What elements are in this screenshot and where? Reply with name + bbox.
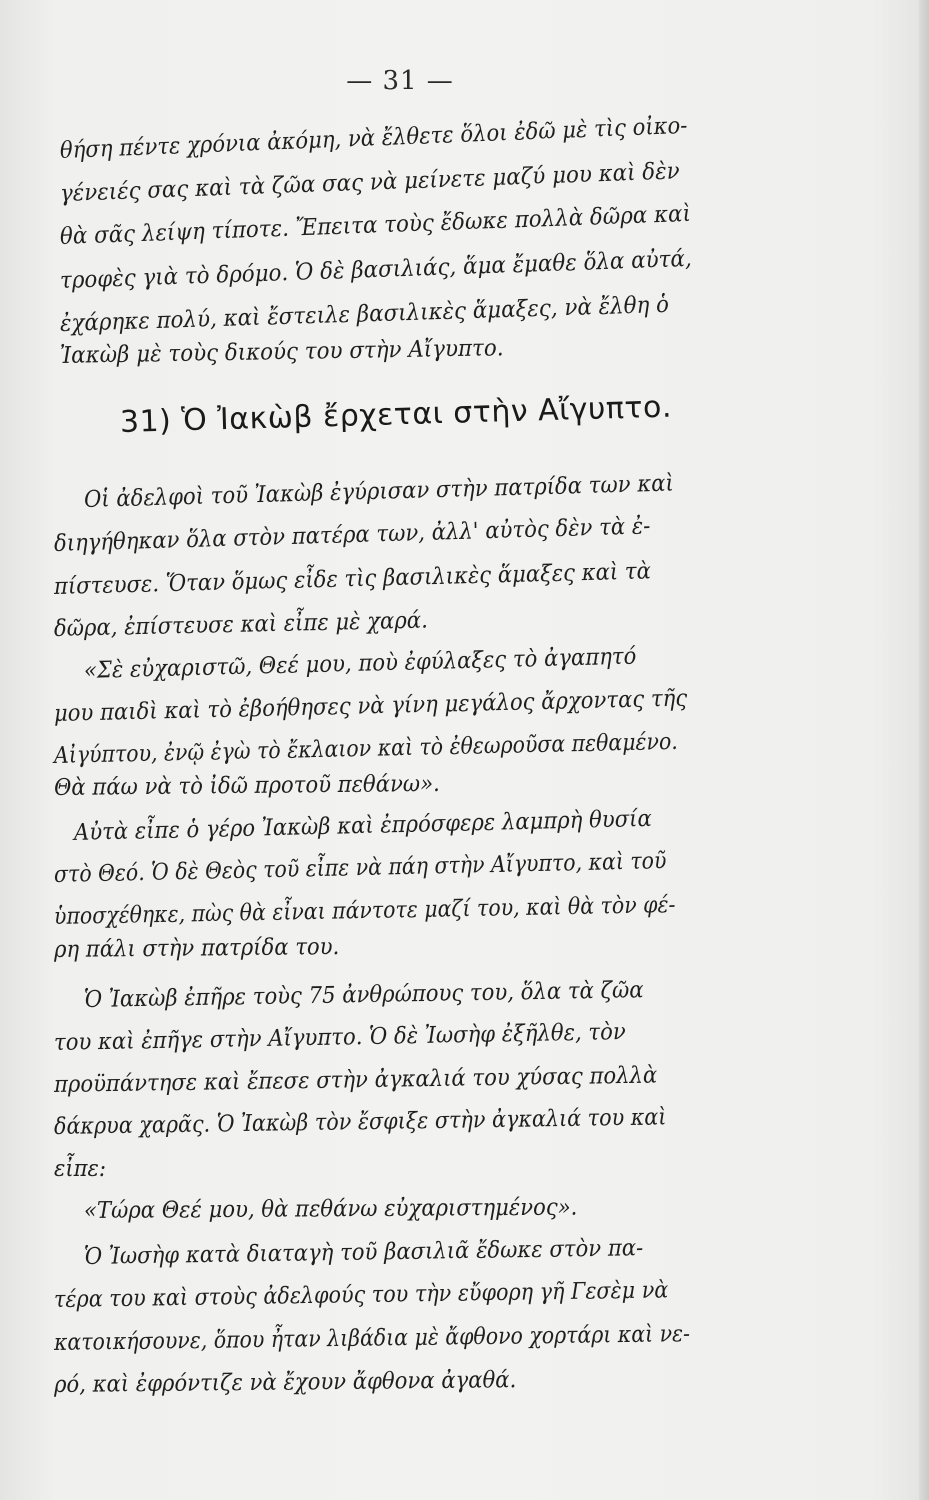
body-line: στὸ Θεό. Ὁ δὲ Θεὸς τοῦ εἶπε νὰ πάη στὴν Αἴγυπτο, καὶ τοῦ	[53, 848, 667, 888]
body-line: δῶρα, ἐπίστευσε καὶ εἶπε μὲ χαρά.	[53, 607, 429, 642]
page-edge-shadow	[919, 0, 929, 1500]
intro-line: τροφὲς γιὰ τὸ δρόμο. Ὁ δὲ βασιλιάς, ἅμα ἔμαθε ὅλα αὐτά,	[59, 245, 693, 294]
body-line: τέρα του καὶ στοὺς ἀδελφούς του τὴν εὔφορη γῆ Γεσὲμ νὰ	[53, 1277, 669, 1313]
intro-line: θὰ σᾶς λείψη τίποτε. Ἔπειτα τοὺς ἔδωκε πολλὰ δῶρα καὶ	[59, 200, 692, 250]
body-line: Θὰ πάω νὰ τὸ ἰδῶ προτοῦ πεθάνω».	[53, 770, 440, 801]
intro-line: Ἰακὼβ μὲ τοὺς δικούς του στὴν Αἴγυπτο.	[59, 335, 504, 369]
section-heading: 31) Ὁ Ἰακὼβ ἔρχεται στὴν Αἴγυπτο.	[119, 389, 673, 440]
body-line: κατοικήσουνε, ὅπου ἦταν λιβάδια μὲ ἄφθονο χορτάρι καὶ νε-	[53, 1321, 691, 1356]
body-line: «Τώρα Θεέ μου, θὰ πεθάνω εὐχαριστημένος».	[83, 1194, 578, 1224]
intro-line: θήση πέντε χρόνια ἀκόμη, νὰ ἔλθετε ὅλοι ἐδῶ μὲ τὶς οἰκο-	[59, 112, 688, 164]
body-line: διηγήθηκαν ὅλα στὸν πατέρα των, ἀλλ' αὐτὸς δὲν τὰ ἐ-	[53, 513, 651, 557]
body-line: «Σὲ εὐχαριστῶ, Θεέ μου, ποὺ ἐφύλαξες τὸ ἀγαπητό	[83, 643, 637, 684]
body-line: Οἱ ἀδελφοὶ τοῦ Ἰακὼβ ἐγύρισαν στὴν πατρίδα των καὶ	[83, 470, 675, 513]
body-line: πίστευσε. Ὅταν ὅμως εἶδε τὶς βασιλικὲς ἅμαξες καὶ τὰ	[53, 558, 652, 600]
body-line: Ὁ Ἰακὼβ ἐπῆρε τοὺς 75 ἀνθρώπους του, ὅλα τὰ ζῶα	[83, 977, 644, 1013]
body-line: μου παιδὶ καὶ τὸ ἐβοήθησες νὰ γίνη μεγάλος ἄρχοντας τῆς	[53, 685, 688, 727]
body-line: δάκρυα χαρᾶς. Ὁ Ἰακὼβ τὸν ἔσφιξε στὴν ἀγκαλιά του καὶ	[53, 1104, 667, 1140]
body-line: του καὶ ἐπῆγε στὴν Αἴγυπτο. Ὁ δὲ Ἰωσὴφ ἐξῆλθε, τὸν	[53, 1019, 626, 1056]
body-line: Αἰγύπτου, ἐνῷ ἐγὼ τὸ ἔκλαιον καὶ τὸ ἐθεωροῦσα πεθαμένο.	[53, 728, 679, 769]
intro-line: ἐχάρηκε πολύ, καὶ ἔστειλε βασιλικὲς ἅμαξες, νὰ ἔλθη ὁ	[59, 291, 670, 337]
page-number: — 31 —	[346, 66, 454, 96]
body-line: εἶπε:	[54, 1156, 107, 1182]
body-line: ρη πάλι στὴν πατρίδα του.	[53, 934, 340, 963]
body-line: Ὁ Ἰωσὴφ κατὰ διαταγὴ τοῦ βασιλιᾶ ἔδωκε στὸν πα-	[83, 1235, 644, 1270]
body-line: προϋπάντησε καὶ ἔπεσε στὴν ἀγκαλιά του χύσας πολλὰ	[53, 1062, 658, 1098]
body-line: ὑποσχέθηκε, πὼς θὰ εἶναι πάντοτε μαζί του, καὶ θὰ τὸν φέ-	[53, 892, 676, 930]
body-line: Αὐτὰ εἶπε ὁ γέρο Ἰακὼβ καὶ ἐπρόσφερε λαμπρὴ θυσία	[73, 805, 653, 846]
intro-line: γένειές σας καὶ τὰ ζῶα σας νὰ μείνετε μαζύ μου καὶ δὲν	[59, 158, 681, 207]
body-line: ρό, καὶ ἐφρόντιζε νὰ ἔχουν ἄφθονα ἀγαθά.	[53, 1367, 517, 1398]
